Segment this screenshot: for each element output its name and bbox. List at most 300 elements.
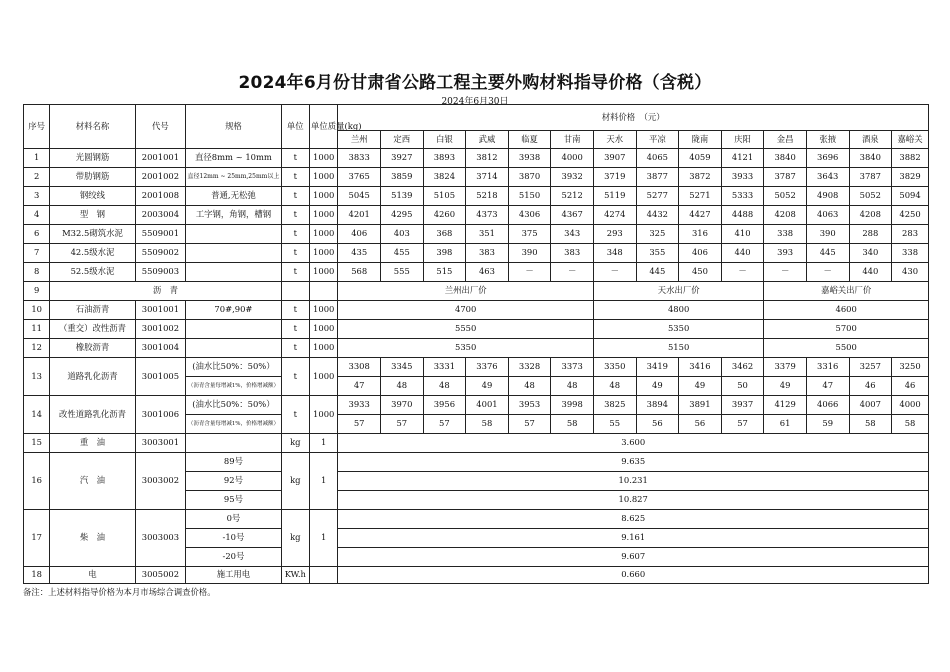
material-qty: 1000 (310, 225, 338, 244)
price-cell: 293 (593, 225, 636, 244)
adjust-cell: 57 (380, 415, 423, 434)
material-unit: t (281, 168, 309, 187)
factory-price-group: 嘉峪关出厂价 (764, 282, 929, 301)
header-price: 材料价格 （元） (338, 105, 929, 131)
material-unit: t (281, 149, 309, 168)
row-number: 2 (24, 168, 50, 187)
material-spec (186, 225, 281, 244)
header-city: 天水 (593, 131, 636, 149)
material-code: 3001006 (135, 396, 186, 434)
material-code: 3001002 (135, 320, 186, 339)
price-cell: 440 (849, 263, 892, 282)
material-name: 带肋钢筋 (50, 168, 135, 187)
material-code: 2001002 (135, 168, 186, 187)
adjust-cell: 49 (636, 377, 679, 396)
unified-price: 8.625 (338, 510, 929, 529)
price-cell: 5094 (892, 187, 929, 206)
price-cell: 3933 (338, 396, 381, 415)
price-cell: 445 (806, 244, 849, 263)
price-cell: 4306 (508, 206, 551, 225)
material-qty: 1000 (310, 206, 338, 225)
adjust-cell: 57 (423, 415, 466, 434)
price-cell: 4059 (679, 149, 722, 168)
price-cell: 430 (892, 263, 929, 282)
price-cell: 4432 (636, 206, 679, 225)
material-name: 柴 油 (50, 510, 135, 567)
gasoline-row (24, 453, 929, 472)
price-cell: 4121 (721, 149, 764, 168)
row-number: 8 (24, 263, 50, 282)
diesel-row (24, 510, 929, 529)
material-row (24, 225, 929, 244)
material-spec (186, 263, 281, 282)
price-cell: 4295 (380, 206, 423, 225)
material-row (24, 187, 929, 206)
price-cell: 3825 (593, 396, 636, 415)
material-code: 2003004 (135, 206, 186, 225)
price-cell: － (806, 263, 849, 282)
factory-price: 5700 (764, 320, 929, 339)
price-cell: 5150 (508, 187, 551, 206)
price-cell: 343 (551, 225, 594, 244)
row-number: 15 (24, 434, 50, 453)
price-cell: 3373 (551, 358, 594, 377)
price-cell: 3643 (806, 168, 849, 187)
price-cell: 5045 (338, 187, 381, 206)
price-cell: － (551, 263, 594, 282)
adjust-cell: 58 (892, 415, 929, 434)
price-cell: 3938 (508, 149, 551, 168)
unified-price: 9.607 (338, 548, 929, 567)
price-cell: 4065 (636, 149, 679, 168)
material-unit: t (281, 301, 309, 320)
material-qty: 1 (310, 453, 338, 510)
price-cell: 3345 (380, 358, 423, 377)
price-cell: 3932 (551, 168, 594, 187)
row-number: 18 (24, 567, 50, 584)
price-cell: 4007 (849, 396, 892, 415)
price-cell: 316 (679, 225, 722, 244)
price-cell: 3893 (423, 149, 466, 168)
price-cell: 4250 (892, 206, 929, 225)
price-cell: 390 (806, 225, 849, 244)
adjust-cell: 48 (593, 377, 636, 396)
price-cell: 3250 (892, 358, 929, 377)
material-qty: 1000 (310, 339, 338, 358)
price-cell: 3714 (466, 168, 509, 187)
material-spec: 92号 (186, 472, 281, 491)
adjust-cell: 57 (508, 415, 551, 434)
price-cell: 5212 (551, 187, 594, 206)
price-cell: 5105 (423, 187, 466, 206)
price-cell: 3907 (593, 149, 636, 168)
material-name: （重交）改性沥青 (50, 320, 135, 339)
price-cell: 383 (551, 244, 594, 263)
material-qty: 1000 (310, 244, 338, 263)
material-code: 3001005 (135, 358, 186, 396)
header-city: 武威 (466, 131, 509, 149)
material-unit: t (281, 244, 309, 263)
header-city: 庆阳 (721, 131, 764, 149)
material-spec (186, 244, 281, 263)
price-cell: 440 (721, 244, 764, 263)
material-name: 石油沥青 (50, 301, 135, 320)
asphalt-row (24, 339, 929, 358)
factory-price: 5350 (593, 320, 763, 339)
price-cell: 3379 (764, 358, 807, 377)
price-cell: 4208 (764, 206, 807, 225)
row-number: 14 (24, 396, 50, 434)
material-qty: 1000 (310, 187, 338, 206)
adjust-cell: 49 (466, 377, 509, 396)
price-cell: 4274 (593, 206, 636, 225)
material-spec: 施工用电 (186, 567, 281, 584)
material-row (24, 149, 929, 168)
factory-price: 4600 (764, 301, 929, 320)
factory-price: 5350 (338, 339, 594, 358)
price-cell: 351 (466, 225, 509, 244)
header-name: 材料名称 (50, 105, 135, 149)
material-name: 52.5级水泥 (50, 263, 135, 282)
row-number: 4 (24, 206, 50, 225)
price-cell: 3933 (721, 168, 764, 187)
factory-price: 5500 (764, 339, 929, 358)
material-name: 钢绞线 (50, 187, 135, 206)
unified-price: 10.231 (338, 472, 929, 491)
factory-price: 4700 (338, 301, 594, 320)
header-spec: 规格 (186, 105, 281, 149)
adjust-cell: 46 (892, 377, 929, 396)
price-cell: － (721, 263, 764, 282)
material-row (24, 206, 929, 225)
row-number: 9 (24, 282, 50, 301)
material-name: 光圆钢筋 (50, 149, 135, 168)
material-spec: 95号 (186, 491, 281, 510)
material-name: 42.5级水泥 (50, 244, 135, 263)
price-cell: 568 (338, 263, 381, 282)
price-cell: 3416 (679, 358, 722, 377)
material-unit (281, 282, 309, 301)
adjust-cell: 46 (849, 377, 892, 396)
price-cell: 5052 (849, 187, 892, 206)
material-name: 电 (50, 567, 135, 584)
material-qty (310, 282, 338, 301)
price-cell: 3376 (466, 358, 509, 377)
footnote: 备注：上述材料指导价格为本月市场综合调查价格。 (23, 587, 216, 597)
price-cell: 3316 (806, 358, 849, 377)
price-cell: 3877 (636, 168, 679, 187)
unified-price: 3.600 (338, 434, 929, 453)
header-row (24, 105, 929, 131)
material-code: 3003002 (135, 453, 186, 510)
adjust-cell: 49 (679, 377, 722, 396)
price-cell: 3927 (380, 149, 423, 168)
material-qty: 1000 (310, 263, 338, 282)
header-unit: 单位 (281, 105, 309, 149)
price-cell: 3696 (806, 149, 849, 168)
material-row (24, 263, 929, 282)
price-cell: 450 (679, 263, 722, 282)
adjust-cell: 50 (721, 377, 764, 396)
material-qty: 1 (310, 434, 338, 453)
material-code: 3005002 (135, 567, 186, 584)
price-cell: － (593, 263, 636, 282)
price-cell: 403 (380, 225, 423, 244)
price-cell: 3956 (423, 396, 466, 415)
material-unit: t (281, 358, 309, 396)
price-cell: 3937 (721, 396, 764, 415)
material-code: 3001001 (135, 301, 186, 320)
header-city: 张掖 (806, 131, 849, 149)
header-city: 酒泉 (849, 131, 892, 149)
header-city: 平凉 (636, 131, 679, 149)
material-qty: 1000 (310, 320, 338, 339)
material-spec (186, 339, 281, 358)
price-cell: 4488 (721, 206, 764, 225)
header-city: 定西 (380, 131, 423, 149)
heavy-oil-row (24, 434, 929, 453)
material-row (24, 168, 929, 187)
price-cell: 5139 (380, 187, 423, 206)
material-unit: t (281, 187, 309, 206)
price-cell: 3419 (636, 358, 679, 377)
price-cell: － (764, 263, 807, 282)
price-cell: 3787 (849, 168, 892, 187)
price-cell: 445 (636, 263, 679, 282)
price-cell: 3328 (508, 358, 551, 377)
header-city: 嘉峪关 (892, 131, 929, 149)
header-city: 临夏 (508, 131, 551, 149)
row-number: 17 (24, 510, 50, 567)
header-code: 代号 (135, 105, 186, 149)
price-cell: 3840 (764, 149, 807, 168)
price-cell: 3719 (593, 168, 636, 187)
adjust-cell: 57 (338, 415, 381, 434)
price-cell: 5218 (466, 187, 509, 206)
material-name: 型 钢 (50, 206, 135, 225)
price-cell: 3859 (380, 168, 423, 187)
asphalt-heading-row (24, 282, 929, 301)
price-cell: 3840 (849, 149, 892, 168)
price-cell: 3891 (679, 396, 722, 415)
material-qty: 1000 (310, 396, 338, 434)
price-cell: 515 (423, 263, 466, 282)
price-cell: 3787 (764, 168, 807, 187)
material-qty: 1 (310, 510, 338, 567)
header-city: 兰州 (338, 131, 381, 149)
factory-price-group: 兰州出厂价 (338, 282, 594, 301)
material-code: 2001001 (135, 149, 186, 168)
material-unit: kg (281, 434, 309, 453)
asphalt-row (24, 320, 929, 339)
material-spec: 普通,无松弛 (186, 187, 281, 206)
price-cell: 435 (338, 244, 381, 263)
asphalt-heading: 沥 青 (50, 282, 281, 301)
material-code: 3003001 (135, 434, 186, 453)
price-cell: 375 (508, 225, 551, 244)
material-name: M32.5砌筑水泥 (50, 225, 135, 244)
row-number: 10 (24, 301, 50, 320)
row-number: 16 (24, 453, 50, 510)
adjust-cell: 58 (466, 415, 509, 434)
material-qty: 1000 (310, 168, 338, 187)
row-number: 12 (24, 339, 50, 358)
price-cell: 3812 (466, 149, 509, 168)
asphalt-row (24, 301, 929, 320)
material-unit: KW.h (281, 567, 309, 584)
price-cell: 398 (423, 244, 466, 263)
adjust-cell: 55 (593, 415, 636, 434)
factory-price: 5150 (593, 339, 763, 358)
adjust-cell: 58 (551, 415, 594, 434)
price-cell: 348 (593, 244, 636, 263)
header-city: 金昌 (764, 131, 807, 149)
material-name: 汽 油 (50, 453, 135, 510)
price-cell: 4260 (423, 206, 466, 225)
header-city: 甘南 (551, 131, 594, 149)
price-cell: 410 (721, 225, 764, 244)
material-unit: t (281, 263, 309, 282)
material-spec: 直径8mm ~ 10mm (186, 149, 281, 168)
price-cell: 4001 (466, 396, 509, 415)
material-spec: 工字钢，角钢，槽钢 (186, 206, 281, 225)
electric-row (24, 567, 929, 584)
material-spec: -20号 (186, 548, 281, 567)
adjust-cell: 59 (806, 415, 849, 434)
price-table (23, 104, 929, 584)
row-number: 3 (24, 187, 50, 206)
adjust-cell: 47 (338, 377, 381, 396)
material-unit: kg (281, 510, 309, 567)
material-unit: t (281, 396, 309, 434)
material-unit: kg (281, 453, 309, 510)
price-cell: 4066 (806, 396, 849, 415)
adjust-cell: 48 (551, 377, 594, 396)
header-qty: 单位质量(kg) (310, 105, 338, 149)
row-number: 6 (24, 225, 50, 244)
material-spec (186, 434, 281, 453)
price-cell: 5119 (593, 187, 636, 206)
adjust-cell: 48 (423, 377, 466, 396)
adjust-cell: 56 (679, 415, 722, 434)
factory-price-group: 天水出厂价 (593, 282, 763, 301)
price-cell: 4908 (806, 187, 849, 206)
adjust-cell: 48 (380, 377, 423, 396)
price-cell: 3462 (721, 358, 764, 377)
price-cell: 338 (764, 225, 807, 244)
emulsion-row (24, 396, 929, 415)
material-name: 改性道路乳化沥青 (50, 396, 135, 434)
price-cell: 406 (338, 225, 381, 244)
material-qty: 1000 (310, 149, 338, 168)
material-qty: 1000 (310, 358, 338, 396)
price-cell: 340 (849, 244, 892, 263)
unified-price: 10.827 (338, 491, 929, 510)
price-cell: 455 (380, 244, 423, 263)
price-cell: 4367 (551, 206, 594, 225)
price-cell: 3872 (679, 168, 722, 187)
material-spec: 70#,90# (186, 301, 281, 320)
price-cell: 355 (636, 244, 679, 263)
material-code: 3001004 (135, 339, 186, 358)
price-cell: 288 (849, 225, 892, 244)
factory-price: 5550 (338, 320, 594, 339)
row-number: 11 (24, 320, 50, 339)
price-cell: 3765 (338, 168, 381, 187)
row-number: 1 (24, 149, 50, 168)
adjust-cell: 61 (764, 415, 807, 434)
header-seq: 序号 (24, 105, 50, 149)
material-unit: t (281, 339, 309, 358)
adjust-cell: 58 (849, 415, 892, 434)
document-title: 2024年6月份甘肃省公路工程主要外购材料指导价格（含税） (238, 73, 712, 93)
material-code: 3003003 (135, 510, 186, 567)
price-cell: 325 (636, 225, 679, 244)
material-unit: t (281, 206, 309, 225)
material-spec: (油水比50%：50%） (186, 396, 281, 415)
material-code: 5509002 (135, 244, 186, 263)
material-row (24, 244, 929, 263)
price-cell: 4000 (551, 149, 594, 168)
price-cell: 4129 (764, 396, 807, 415)
price-cell: 5333 (721, 187, 764, 206)
price-cell: 4063 (806, 206, 849, 225)
material-name: 重 油 (50, 434, 135, 453)
adjust-cell: 49 (764, 377, 807, 396)
price-cell: 3308 (338, 358, 381, 377)
adjust-cell: 56 (636, 415, 679, 434)
material-code: 5509001 (135, 225, 186, 244)
material-unit: t (281, 225, 309, 244)
price-cell: 5277 (636, 187, 679, 206)
price-cell: 3829 (892, 168, 929, 187)
price-cell: 383 (466, 244, 509, 263)
adjust-cell: 57 (721, 415, 764, 434)
material-qty (310, 567, 338, 584)
unified-price: 9.635 (338, 453, 929, 472)
price-cell: － (508, 263, 551, 282)
material-unit: t (281, 320, 309, 339)
material-spec: 0号 (186, 510, 281, 529)
price-cell: 463 (466, 263, 509, 282)
material-name: 道路乳化沥青 (50, 358, 135, 396)
price-cell: 3882 (892, 149, 929, 168)
price-cell: 3970 (380, 396, 423, 415)
price-cell: 4427 (679, 206, 722, 225)
price-cell: 4208 (849, 206, 892, 225)
price-cell: 283 (892, 225, 929, 244)
header-city: 陇南 (679, 131, 722, 149)
factory-price: 4800 (593, 301, 763, 320)
material-spec: 89号 (186, 453, 281, 472)
row-number: 7 (24, 244, 50, 263)
material-spec: -10号 (186, 529, 281, 548)
price-cell: 3894 (636, 396, 679, 415)
price-cell: 3953 (508, 396, 551, 415)
price-cell: 368 (423, 225, 466, 244)
material-spec: 直径12mm ~ 25mm,25mm以上 (186, 168, 281, 187)
adjust-cell: 48 (508, 377, 551, 396)
price-cell: 406 (679, 244, 722, 263)
price-cell: 5052 (764, 187, 807, 206)
material-spec (186, 320, 281, 339)
price-cell: 3998 (551, 396, 594, 415)
material-name: 橡胶沥青 (50, 339, 135, 358)
price-cell: 4373 (466, 206, 509, 225)
price-cell: 390 (508, 244, 551, 263)
material-code: 2001008 (135, 187, 186, 206)
price-cell: 5271 (679, 187, 722, 206)
